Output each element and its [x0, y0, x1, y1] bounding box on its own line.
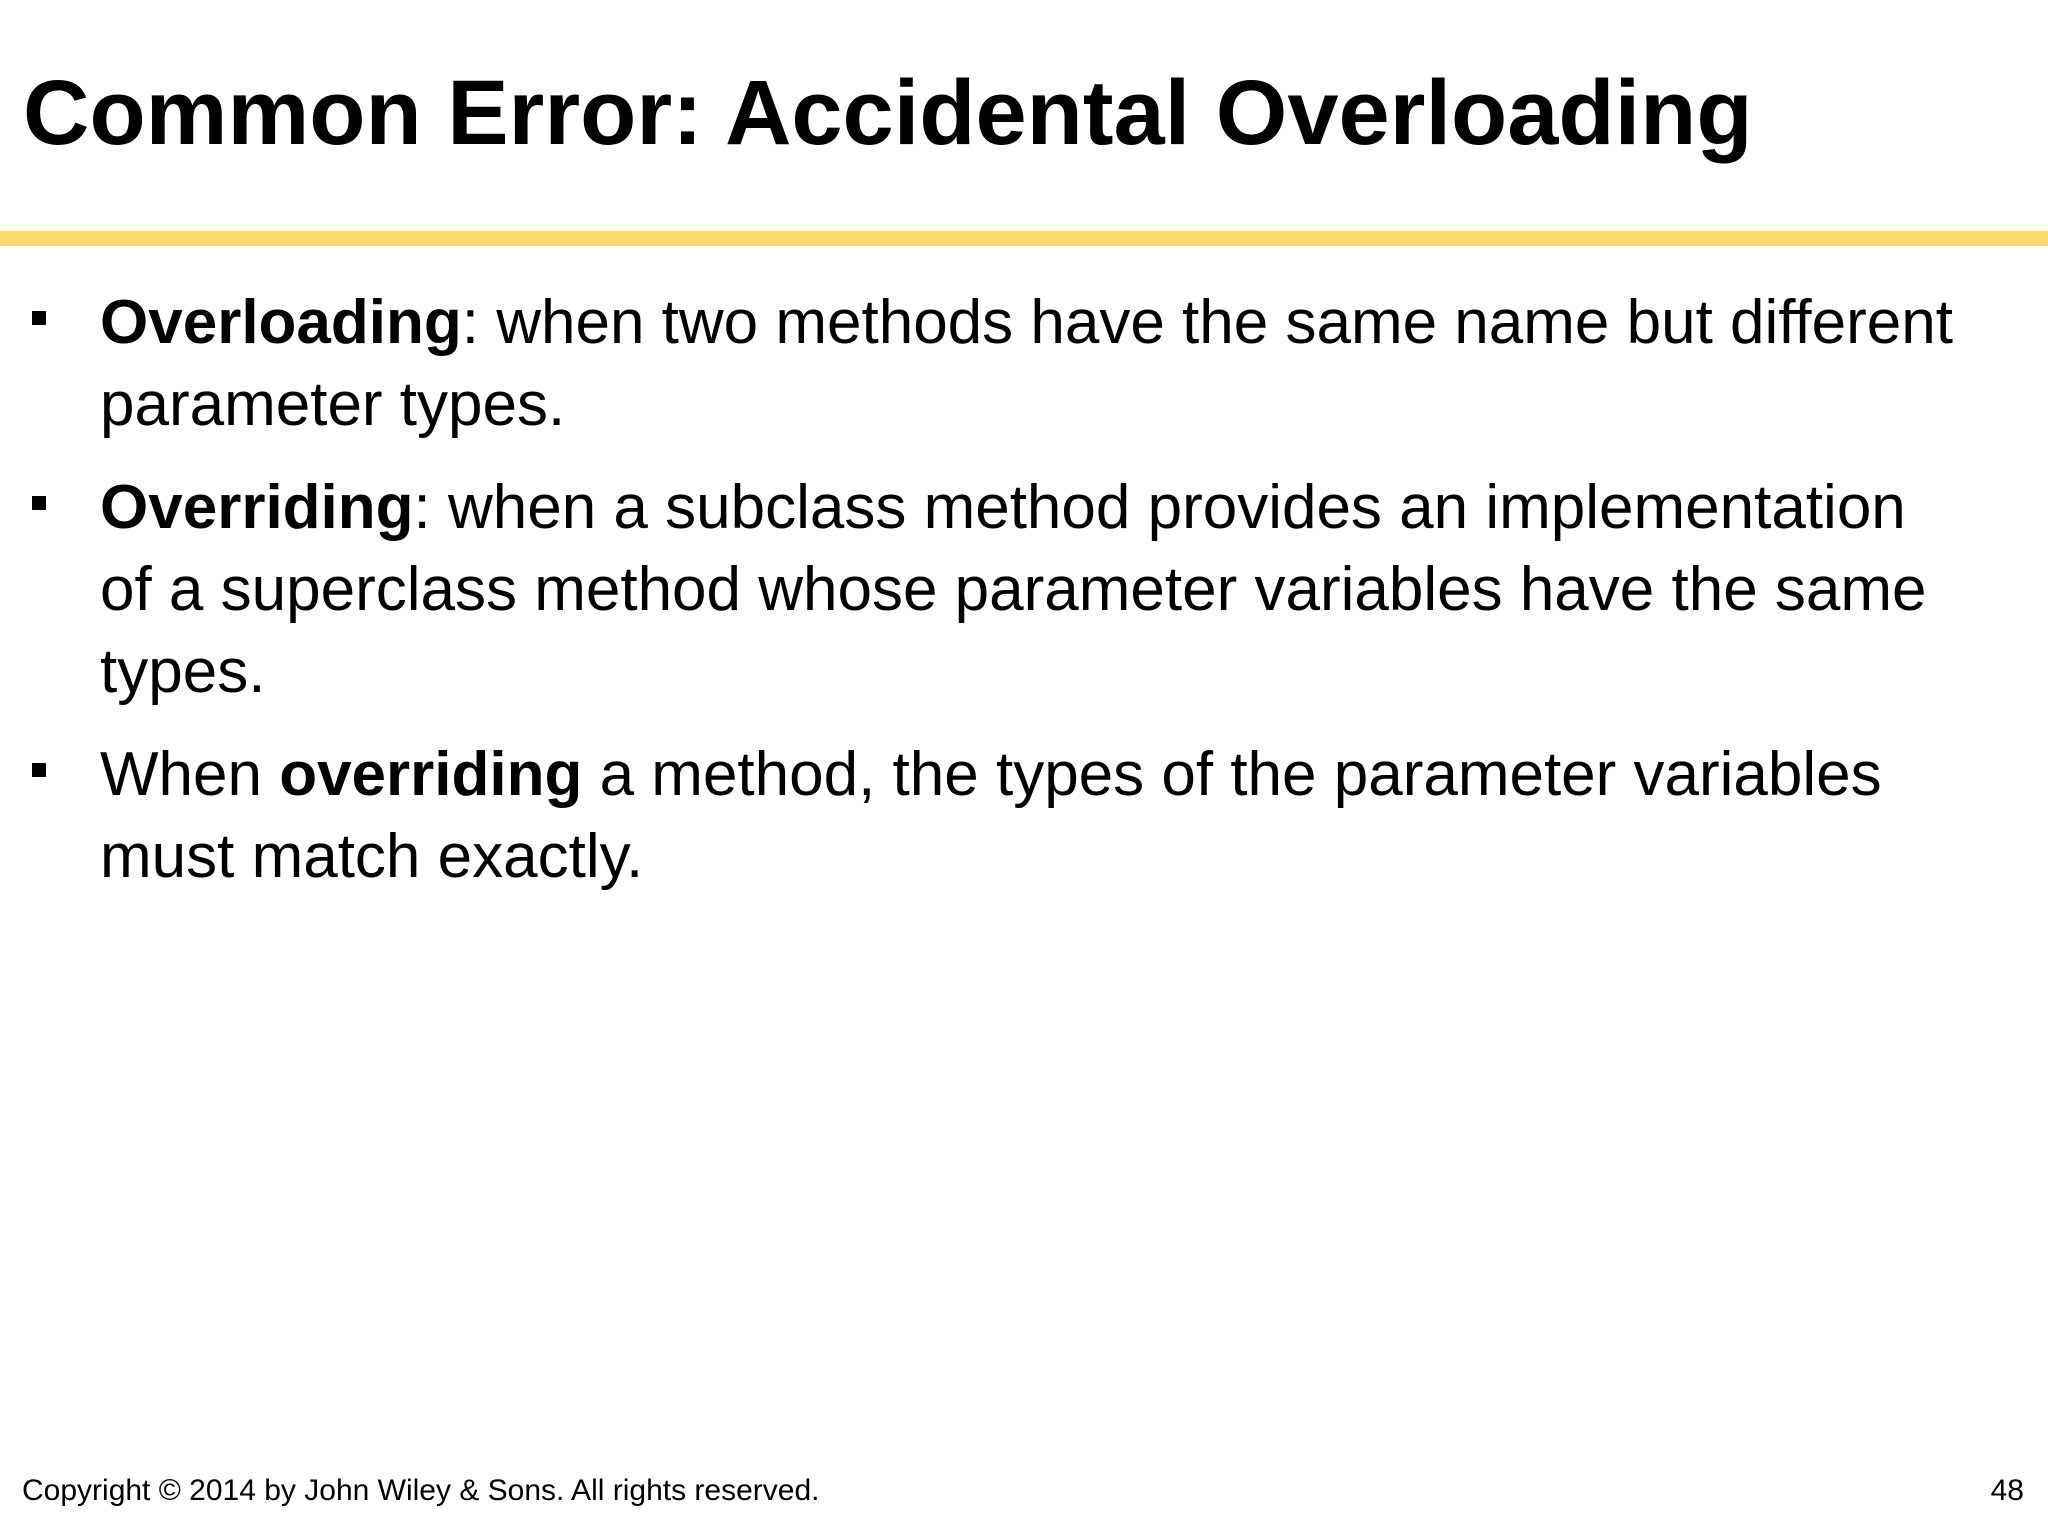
- definition-text: : when two methods have the same name but different parameter types.: [100, 288, 1953, 439]
- rule-text: a method, the types of the parameter variables must match exactly.: [100, 740, 1882, 891]
- footer-copyright: Copyright © 2014 by John Wiley & Sons. All rights reserved.: [22, 1474, 820, 1507]
- bullet-list: [0, 282, 1960, 919]
- bullet-text: [100, 740, 1882, 891]
- bullet-text: [100, 473, 1927, 706]
- square-bullet-icon: [32, 763, 46, 777]
- bullet-item-overriding: [0, 467, 1960, 713]
- bold-term: Overriding: [100, 473, 414, 542]
- definition-text: : when a subclass method provides an implementation of a superclass method whose parameter variables have the same types.: [100, 473, 1927, 706]
- bullet-text: [100, 288, 1953, 439]
- square-bullet-icon: [32, 311, 46, 325]
- slide-title: Common Error: Accidental Overloading: [23, 62, 1753, 164]
- bullet-item-overloading: [0, 282, 1960, 446]
- bold-term: overriding: [279, 740, 583, 809]
- square-bullet-icon: [32, 496, 46, 510]
- lead-text: When: [100, 740, 280, 809]
- bold-term: Overloading: [100, 288, 462, 357]
- bullet-item-when-overriding: [0, 734, 1960, 898]
- title-divider: [0, 231, 2048, 246]
- page-number: 48: [1990, 1474, 2024, 1507]
